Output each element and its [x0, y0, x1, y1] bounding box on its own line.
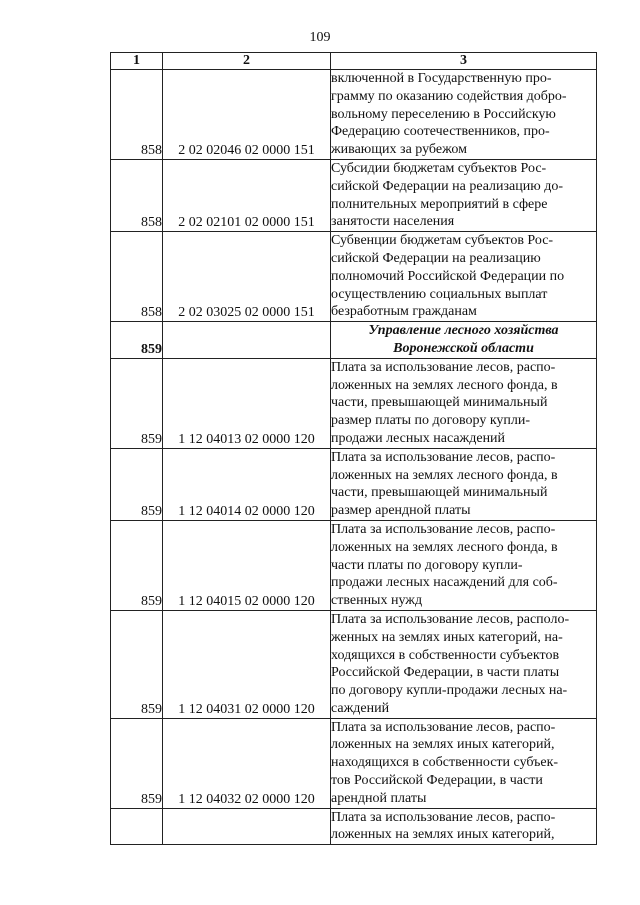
admin-code: 859 [111, 322, 163, 359]
column-header-2: 2 [163, 53, 331, 70]
table-row [111, 520, 597, 610]
admin-code: 858 [111, 159, 163, 231]
revenue-code: 1 12 04015 02 0000 120 [163, 520, 331, 610]
section-header-row [111, 322, 597, 359]
budget-classification-table [110, 52, 597, 845]
table-header-row [111, 53, 597, 70]
table-row [111, 718, 597, 808]
table-row [111, 610, 597, 718]
revenue-code: 1 12 04031 02 0000 120 [163, 610, 331, 718]
admin-code: 858 [111, 232, 163, 322]
revenue-description: Плата за использование лесов, распо- ложенных на землях иных категорий, [331, 808, 597, 845]
revenue-description: Плата за использование лесов, располо- женных на землях иных категорий, на- ходящихся в собственности субъектов Российской Федерации, в части платы по договору купли-продажи лесных на- саждений [331, 610, 597, 718]
admin-code: 859 [111, 358, 163, 448]
revenue-code: 1 12 04014 02 0000 120 [163, 448, 331, 520]
revenue-description: Плата за использование лесов, распо- ложенных на землях лесного фонда, в части, превышающей минимальный размер платы по договору купли- продажи лесных насаждений [331, 358, 597, 448]
revenue-code: 2 02 02101 02 0000 151 [163, 159, 331, 231]
revenue-description: Плата за использование лесов, распо- ложенных на землях лесного фонда, в части платы по договору купли- продажи лесных насаждений для соб- ственных нужд [331, 520, 597, 610]
admin-code: 859 [111, 718, 163, 808]
revenue-code: 1 12 04032 02 0000 120 [163, 718, 331, 808]
revenue-description: включенной в Государственную про- грамму по оказанию содействия добро- вольному переселению в Российскую Федерацию соотечественников, про- живающих за рубежом [331, 70, 597, 160]
table-row [111, 159, 597, 231]
revenue-code [163, 322, 331, 359]
revenue-description: Субвенции бюджетам субъектов Рос- сийской Федерации на реализацию полномочий Российской Федерации по осуществлению социальных выплат безработным гражданам [331, 232, 597, 322]
revenue-code: 1 12 04013 02 0000 120 [163, 358, 331, 448]
table-row [111, 448, 597, 520]
revenue-code: 2 02 03025 02 0000 151 [163, 232, 331, 322]
table-row [111, 232, 597, 322]
revenue-description: Плата за использование лесов, распо- ложенных на землях иных категорий, находящихся в собственности субъек- тов Российской Федерации, в части арендной платы [331, 718, 597, 808]
revenue-description: Субсидии бюджетам субъектов Рос- сийской Федерации на реализацию до- полнительных мероприятий в сфере занятости населения [331, 159, 597, 231]
revenue-code: 2 02 02046 02 0000 151 [163, 70, 331, 160]
admin-code [111, 808, 163, 845]
admin-code: 858 [111, 70, 163, 160]
column-header-1: 1 [111, 53, 163, 70]
admin-code: 859 [111, 448, 163, 520]
admin-code: 859 [111, 520, 163, 610]
revenue-code [163, 808, 331, 845]
column-header-3: 3 [331, 53, 597, 70]
table-row [111, 358, 597, 448]
page-number: 109 [309, 30, 331, 45]
admin-code: 859 [111, 610, 163, 718]
table-row [111, 808, 597, 845]
revenue-description: Плата за использование лесов, распо- ложенных на землях лесного фонда, в части, превышающей минимальный размер арендной платы [331, 448, 597, 520]
table-row [111, 70, 597, 160]
section-title: Управление лесного хозяйства Воронежской области [331, 322, 597, 359]
